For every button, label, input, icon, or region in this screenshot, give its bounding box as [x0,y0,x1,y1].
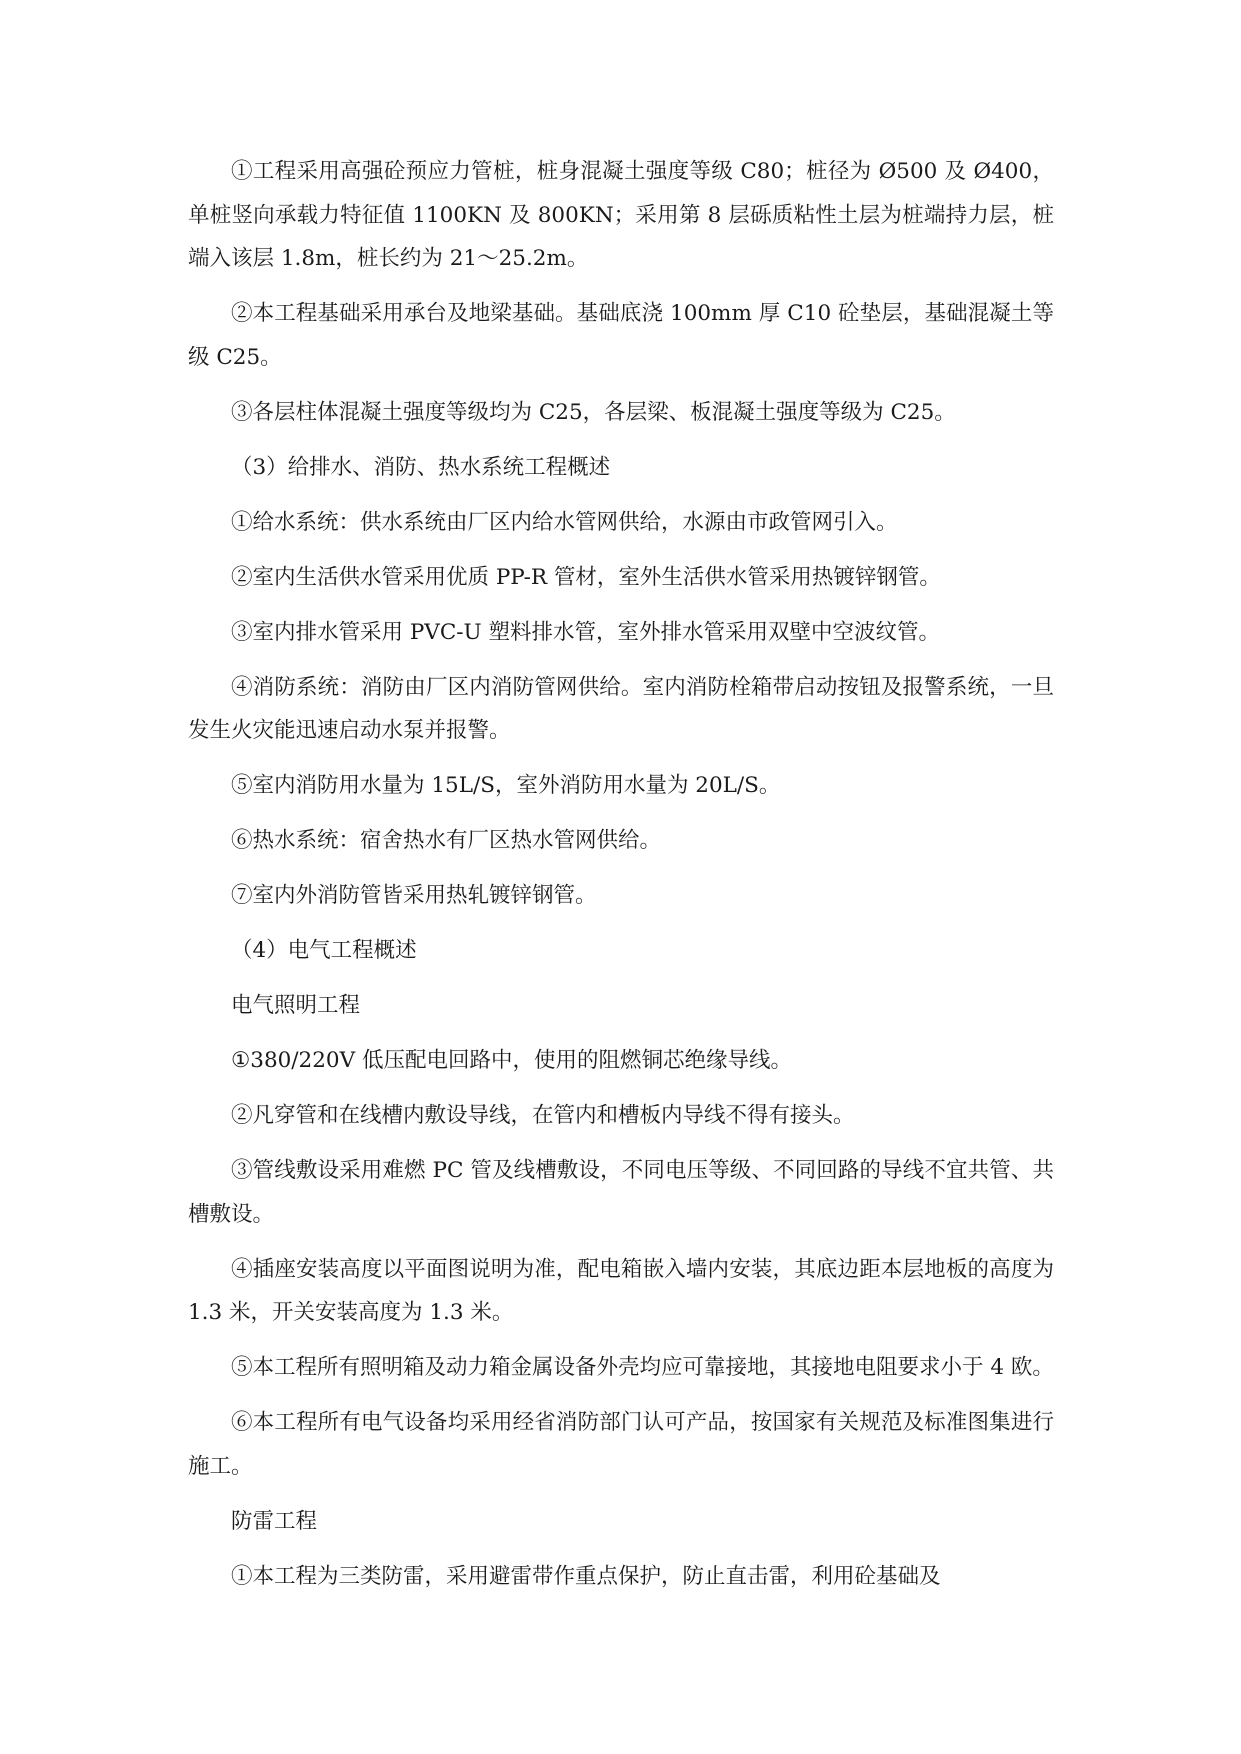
indoor-supply-pipe-paragraph: ②室内生活供水管采用优质 PP-R 管材，室外生活供水管采用热镀锌钢管。 [231,564,941,590]
socket-height-paragraph: ④插座安装高度以平面图说明为准，配电箱嵌入墙内安装，其底边距本层地板的高度为 1.3 米，开关安装高度为 1.3 米。 [188,1256,1054,1325]
fire-pipe-paragraph: ⑦室内外消防管皆采用热轧镀锌钢管。 [231,883,597,908]
fire-system-paragraph: ④消防系统：消防由厂区内消防管网供给。室内消防栓箱带启动按钮及报警系统，一旦发生火灾能迅速启动水泵并报警。 [188,674,1054,743]
water-supply-paragraph: ①给水系统：供水系统由厂区内给水管网供给，水源由市政管网引入。 [231,509,898,535]
concrete-grade-paragraph: ③各层柱体混凝土强度等级均为 C25，各层梁、板混凝土强度等级为 C25。 [231,399,956,425]
section-heading-plumbing: （3）给排水、消防、热水系统工程概述 [231,454,611,480]
pc-conduit-paragraph: ③管线敷设采用难燃 PC 管及线槽敷设，不同电压等级、不同回路的导线不宜共管、共槽敷设。 [188,1158,1054,1227]
low-voltage-paragraph: ①380/220V 低压配电回路中，使用的阻燃铜芯绝缘导线。 [231,1048,792,1073]
grounding-paragraph: ⑤本工程所有照明箱及动力箱金属设备外壳均应可靠接地，其接地电阻要求小于 4 欧。 [231,1355,1054,1380]
subheading-lightning-protection: 防雷工程 [231,1508,318,1534]
section-heading-electrical: （4）电气工程概述 [231,938,417,963]
pile-foundation-paragraph: ①工程采用高强砼预应力管桩，桩身混凝土强度等级 C80；桩径为 Ø500 及 Ø400，单桩竖向承载力特征值 1100KN 及 800KN；采用第 8 层砾质粘性土层为桩端持力层，桩端入该层 1.8m，桩长约为 21～25.2m。 [188,159,1054,271]
document-page [188,150,1054,1610]
foundation-paragraph: ②本工程基础采用承台及地梁基础。基础底浇 100mm 厚 C10 砼垫层，基础混凝土等级 C25。 [188,301,1054,370]
lightning-protection-paragraph: ①本工程为三类防雷，采用避雷带作重点保护，防止直击雷，利用砼基础及 [231,1563,941,1589]
hot-water-paragraph: ⑥热水系统：宿舍热水有厂区热水管网供给。 [231,828,662,853]
drainage-pipe-paragraph: ③室内排水管采用 PVC-U 塑料排水管，室外排水管采用双壁中空波纹管。 [231,619,940,645]
certified-equipment-paragraph: ⑥本工程所有电气设备均采用经省消防部门认可产品，按国家有关规范及标准图集进行施工。 [188,1410,1054,1479]
fire-water-volume-paragraph: ⑤室内消防用水量为 15L/S，室外消防用水量为 20L/S。 [231,773,781,798]
conduit-wiring-paragraph: ②凡穿管和在线槽内敷设导线，在管内和槽板内导线不得有接头。 [231,1103,855,1128]
subheading-lighting: 电气照明工程 [231,993,361,1018]
